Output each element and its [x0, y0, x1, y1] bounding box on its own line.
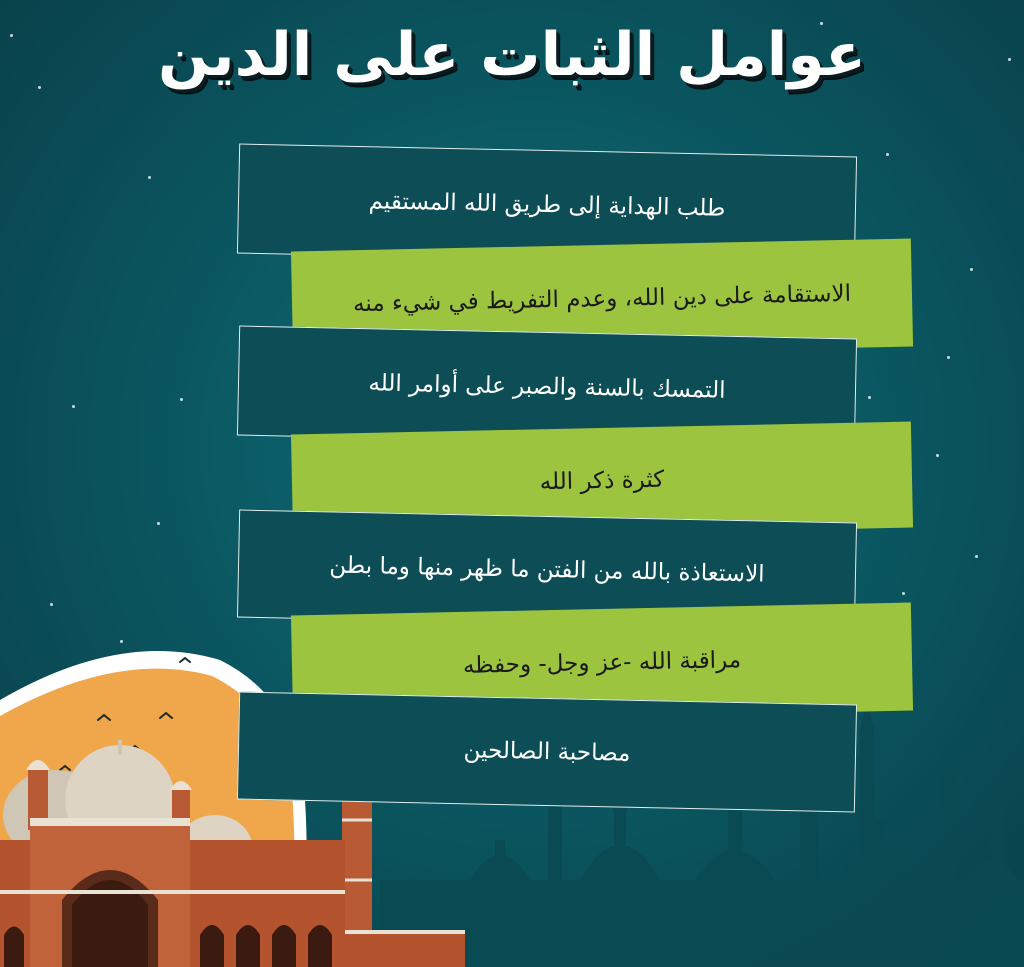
- page-title: عوامل الثبات على الدين: [158, 20, 866, 90]
- list-item-7: [237, 692, 857, 813]
- list-item-text: مراقبة الله -عز وجل- وحفظه: [462, 647, 742, 679]
- list-item-text: التمسك بالسنة والصبر على أوامر الله: [368, 370, 726, 404]
- list-item-text: طلب الهداية إلى طريق الله المستقيم: [368, 188, 726, 222]
- list-item-text: مصاحبة الصالحين: [463, 737, 631, 767]
- list-item-text: الاستقامة على دين الله، وعدم التفريط في شيء منه: [352, 280, 852, 318]
- list-item-text: الاستعاذة بالله من الفتن ما ظهر منها وما بطن: [329, 552, 765, 588]
- list-item-text: كثرة ذكر الله: [539, 466, 665, 496]
